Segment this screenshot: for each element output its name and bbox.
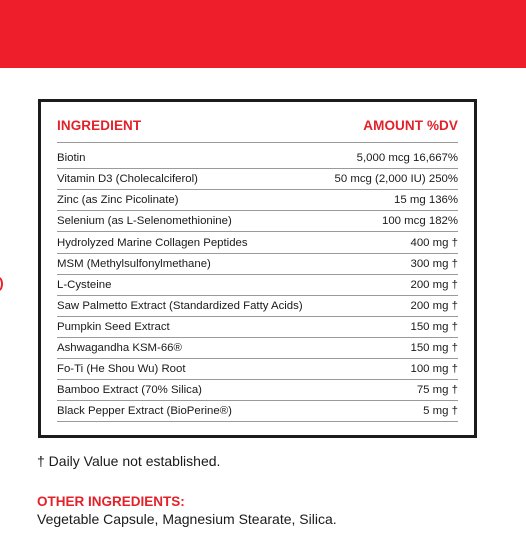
ingredient-row: [57, 359, 458, 380]
ingredient-row: [57, 144, 458, 169]
ingredient-name: Ashwagandha KSM-66®: [57, 342, 182, 354]
ingredient-row: [57, 275, 458, 296]
ingredient-name: L-Cysteine: [57, 279, 112, 291]
ingredient-name: Saw Palmetto Extract (Standardized Fatty Acids): [57, 300, 303, 312]
ingredient-name: MSM (Methylsulfonylmethane): [57, 258, 211, 270]
ingredient-name: Black Pepper Extract (BioPerine®): [57, 405, 232, 417]
supplement-facts-panel: [38, 99, 477, 438]
ingredient-row: [57, 338, 458, 359]
ingredient-name: Vitamin D3 (Cholecalciferol): [57, 173, 198, 185]
header-divider: [57, 142, 458, 143]
edge-mark: [0, 277, 3, 291]
amount-dv-header: AMOUNT %DV: [363, 118, 458, 133]
ingredient-amount: 150 mg †: [410, 342, 458, 354]
ingredient-amount: 400 mg †: [410, 236, 458, 249]
ingredient-amount: 5,000 mcg 16,667%: [356, 152, 458, 164]
ingredient-row: [57, 296, 458, 317]
ingredient-name: Biotin: [57, 152, 86, 164]
ingredient-amount: 150 mg †: [410, 321, 458, 333]
ingredient-name: Bamboo Extract (70% Silica): [57, 384, 202, 396]
ingredient-amount: 100 mcg 182%: [382, 215, 458, 227]
ingredient-amount: 5 mg †: [423, 405, 458, 417]
ingredient-list: [57, 144, 458, 422]
ingredient-amount: 200 mg †: [410, 300, 458, 312]
ingredient-amount: 300 mg †: [410, 258, 458, 270]
other-ingredients-text: Vegetable Capsule, Magnesium Stearate, Silica.: [37, 511, 337, 527]
ingredient-amount: 50 mcg (2,000 IU) 250%: [334, 173, 458, 185]
ingredient-name: Selenium (as L-Selenomethionine): [57, 215, 232, 227]
other-ingredients-title: OTHER INGREDIENTS:: [37, 494, 185, 509]
ingredient-row: [57, 380, 458, 401]
ingredient-amount: 15 mg 136%: [394, 194, 458, 206]
ingredient-amount: 75 mg †: [416, 384, 458, 396]
ingredient-row: [57, 254, 458, 275]
ingredient-name: Zinc (as Zinc Picolinate): [57, 194, 179, 206]
ingredient-amount: 200 mg †: [410, 279, 458, 291]
ingredient-row: [57, 232, 458, 254]
footnote: † Daily Value not established.: [37, 453, 221, 469]
ingredient-row: [57, 190, 458, 211]
top-color-band: [0, 0, 526, 68]
ingredient-row: [57, 211, 458, 232]
ingredient-row: [57, 169, 458, 190]
ingredient-name: Pumpkin Seed Extract: [57, 321, 170, 333]
ingredient-name: Hydrolyzed Marine Collagen Peptides: [57, 236, 248, 249]
ingredient-name: Fo-Ti (He Shou Wu) Root: [57, 363, 186, 375]
ingredient-row: [57, 401, 458, 422]
facts-header: [57, 118, 458, 133]
ingredient-amount: 100 mg †: [410, 363, 458, 375]
ingredient-row: [57, 317, 458, 338]
ingredient-header: INGREDIENT: [57, 118, 142, 133]
